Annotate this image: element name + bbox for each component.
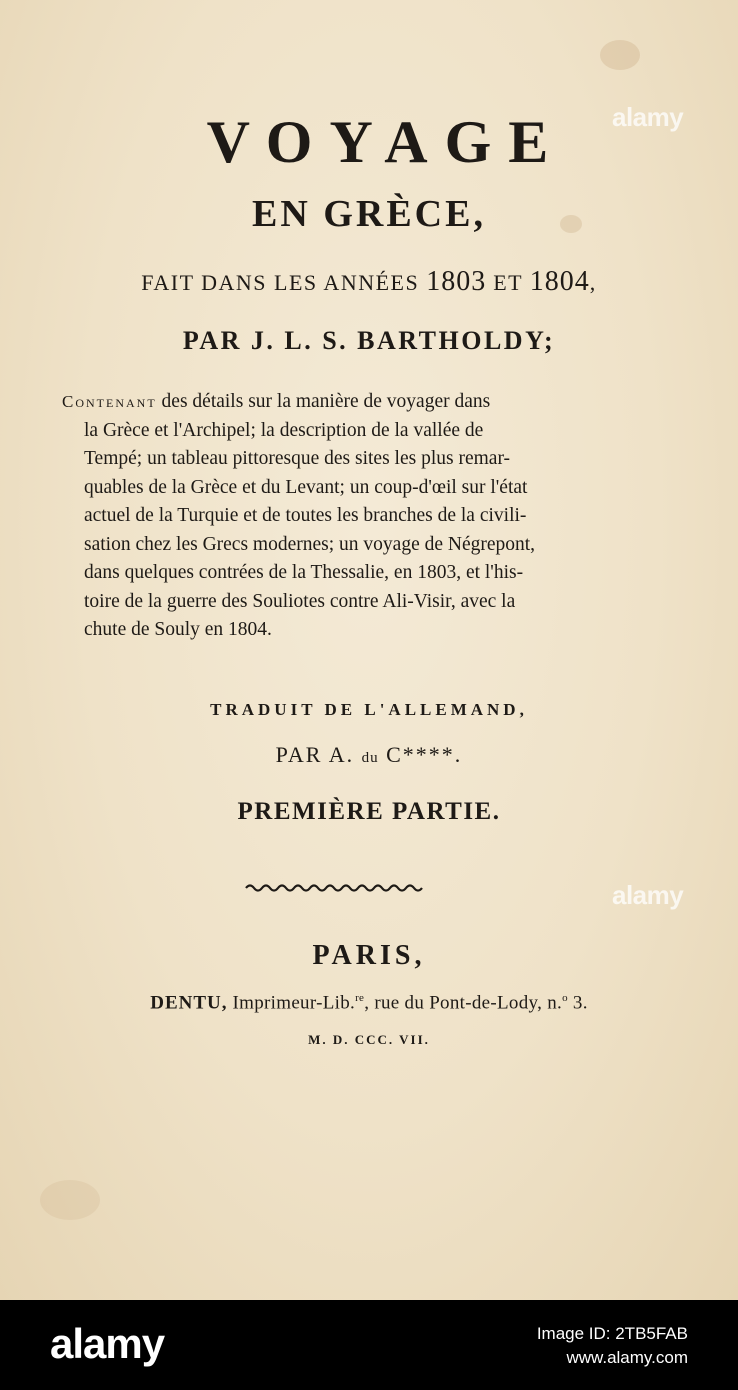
printer-role-sup: re <box>355 992 365 1004</box>
imprint-city: PARIS, <box>312 940 426 971</box>
description-line-9: chute de Souly en 1804. <box>84 619 272 640</box>
ornament-divider-icon <box>244 882 426 894</box>
watermark: alamy <box>612 102 684 132</box>
part-heading: PREMIÈRE PARTIE. <box>237 798 501 825</box>
site-url: www.alamy.com <box>566 1348 688 1367</box>
description-first-word: Contenant <box>62 392 157 411</box>
printer-role: Imprimeur-Lib. <box>227 992 356 1014</box>
translator-line <box>0 742 738 768</box>
translator-prefix: PAR A. <box>275 742 362 767</box>
description-line-1: des détails sur la manière de voyager dans <box>156 391 491 412</box>
description-paragraph <box>62 388 614 645</box>
description-line-4: quables de la Grèce et du Levant; un coup-d'œil sur l'état <box>84 476 528 498</box>
description-line-2: la Grèce et l'Archipel; la description de la vallée de <box>84 419 484 441</box>
alamy-logo: alamy <box>50 1320 165 1367</box>
printer-number-sup: o <box>562 992 568 1004</box>
translator-suffix: C****. <box>378 742 463 767</box>
description-line-6: sation chez les Grecs modernes; un voyage de Négrepont, <box>84 533 536 555</box>
printer-number: 3. <box>567 992 588 1014</box>
description-line-7: dans quelques contrées de la Thessalie, en 1803, et l'his- <box>84 562 524 583</box>
years-suffix: , <box>589 270 597 295</box>
book-title: VOYAGE <box>206 109 566 175</box>
book-subtitle: EN GRÈCE, <box>252 193 486 235</box>
years-mid: ET <box>486 270 530 295</box>
description-line-5: actuel de la Turquie et de toutes les branches de la civili- <box>84 505 527 526</box>
stock-footer-bar <box>0 1300 738 1390</box>
paper-stain <box>40 1180 100 1220</box>
translated-line: TRADUIT DE L'ALLEMAND, <box>210 700 528 719</box>
author-line: PAR J. L. S. BARTHOLDY; <box>182 326 556 355</box>
year-2: 1804 <box>529 266 590 297</box>
imprint-date: M. D. CCC. VII. <box>308 1032 430 1047</box>
translator-du: du <box>361 750 379 766</box>
image-id-block <box>537 1322 688 1370</box>
years-prefix: FAIT DANS LES ANNÉES <box>141 270 427 295</box>
paper-stain <box>600 40 640 70</box>
years-line <box>0 266 738 298</box>
printer-address: , rue du Pont-de-Lody, n. <box>364 992 563 1014</box>
image-id: Image ID: 2TB5FAB <box>536 1324 688 1343</box>
description-line-8: toire de la guerre des Souliotes contre Ali-Visir, avec la <box>84 590 516 612</box>
year-1: 1803 <box>426 266 487 297</box>
description-line-3: Tempé; un tableau pittoresque des sites les plus remar- <box>84 448 511 469</box>
printer-name: DENTU, <box>150 992 228 1014</box>
imprint-printer <box>0 992 738 1014</box>
watermark: alamy <box>612 880 684 910</box>
